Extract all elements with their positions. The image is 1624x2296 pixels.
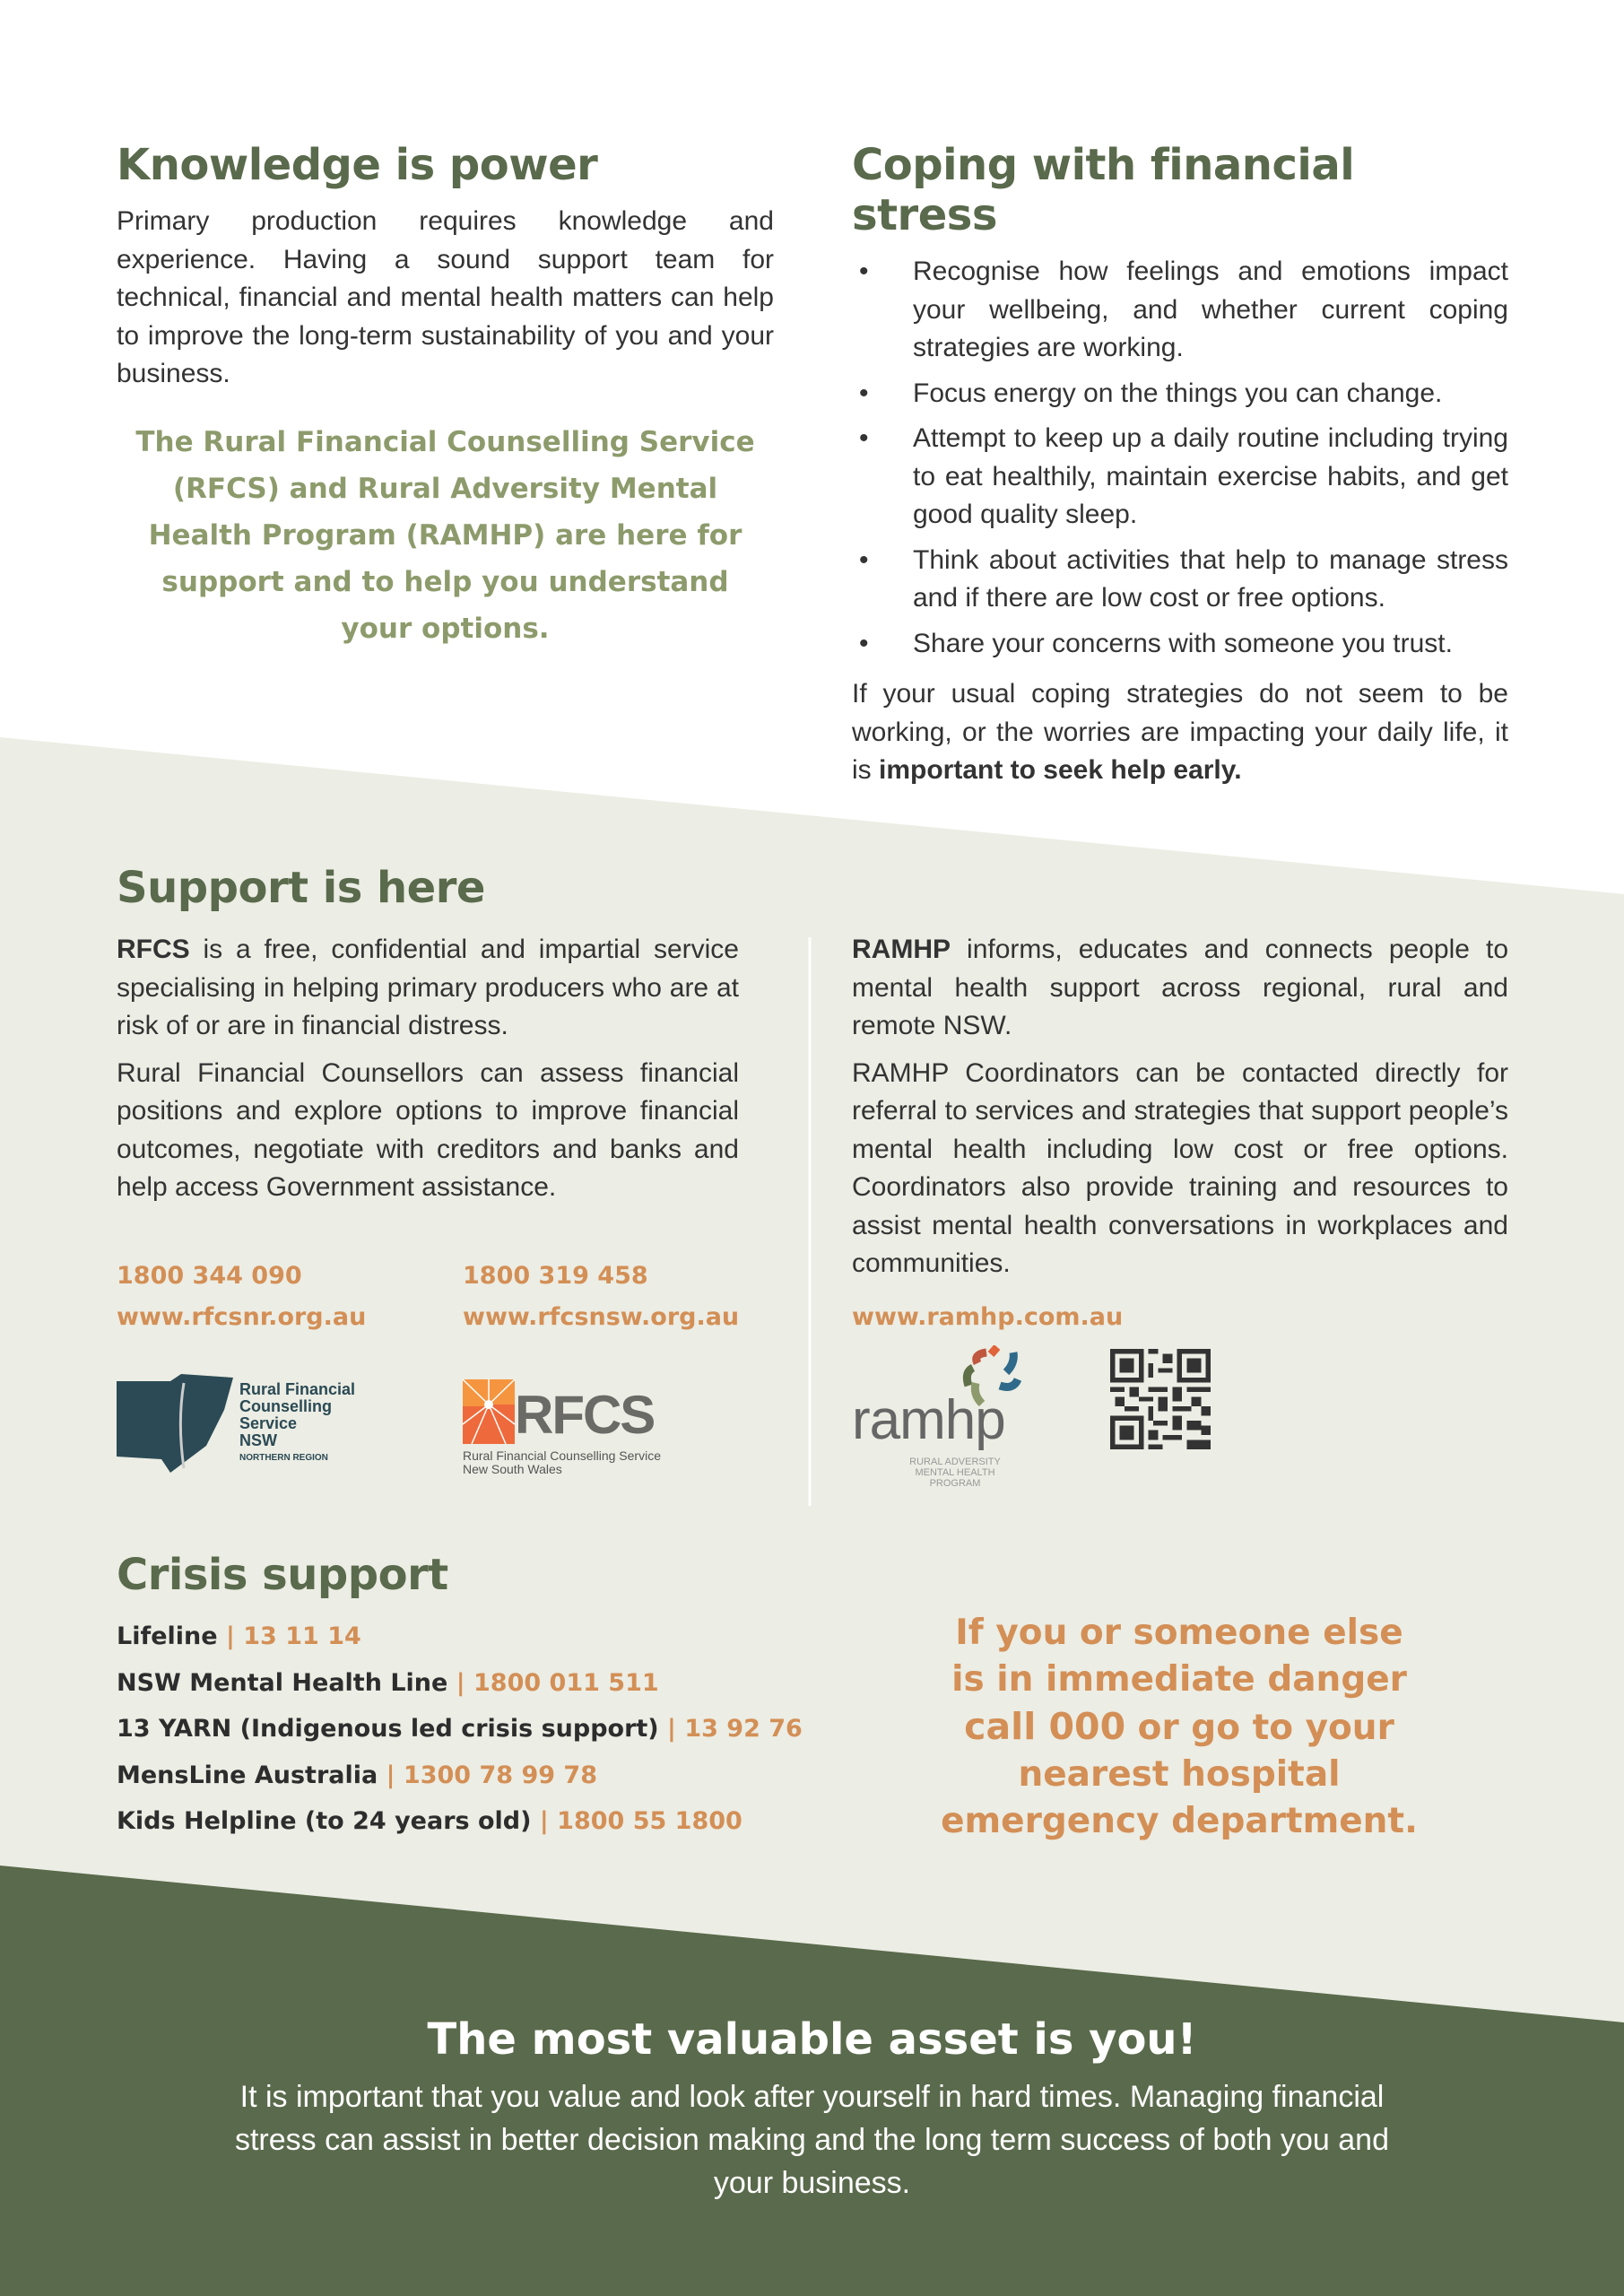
crisis-name: Kids Helpline (to 24 years old) — [117, 1807, 532, 1835]
footer-body: It is important that you value and look after yourself in hard times. Managing financial stress can assist in better decision making and the long term success of both you and your business. — [234, 2080, 1390, 2200]
crisis-list — [117, 1613, 803, 1845]
crisis-name: MensLine Australia — [117, 1761, 378, 1789]
rfcsnsw-phone[interactable]: 1800 319 458 — [463, 1262, 648, 1290]
rfcs-text: is a free, confidential and impartial service specialising in helping primary producers who are at risk of or are in financial distress. — [117, 935, 739, 1040]
rfcsnr-logo — [117, 1374, 377, 1473]
logo-text: Counselling — [239, 1397, 332, 1415]
danger-line: emergency department. — [941, 1801, 1418, 1841]
crisis-name: Lifeline — [117, 1622, 218, 1650]
ramhp-description — [852, 931, 1508, 1292]
closing-bold: important to seek help early. — [879, 755, 1242, 785]
danger-text: or go to your — [1125, 1708, 1394, 1748]
ramhp-link[interactable]: www.ramhp.com.au — [852, 1303, 1124, 1331]
logo-text: RURAL ADVERSITY — [909, 1457, 1001, 1467]
rfcsnr-contact — [117, 1256, 366, 1338]
coping-heading: Coping with financial stress — [852, 140, 1355, 240]
call-000: call 000 — [964, 1705, 1126, 1748]
logo-text: Rural Financial Counselling Service — [463, 1448, 661, 1463]
rfcs-wordmark: RFCS — [515, 1385, 655, 1445]
logo-text: MENTAL HEALTH — [915, 1467, 995, 1478]
list-item: • Recognise how feelings and emotions impact your wellbeing, and whether current coping strategies are working. — [852, 253, 1508, 368]
list-item: • Focus energy on the things you can change. — [852, 375, 1508, 413]
danger-line: If you or someone else — [955, 1613, 1403, 1653]
list-item: • Share your concerns with someone you trust. — [852, 625, 1508, 664]
nsw-map-icon — [117, 1374, 233, 1473]
danger-line — [897, 1703, 1462, 1752]
logo-text: PROGRAM — [929, 1478, 981, 1489]
crisis-number[interactable]: 1800 011 511 — [473, 1668, 659, 1697]
list-item: • Attempt to keep up a daily routine including trying to eat healthily, maintain exercise habits, and get good quality sleep. — [852, 420, 1508, 535]
crisis-number[interactable]: 13 92 76 — [684, 1715, 803, 1743]
crisis-line — [117, 1660, 803, 1707]
rfcsnsw-contact — [463, 1256, 739, 1338]
ramhp-text2: RAMHP Coordinators can be contacted directly for referral to services and strategies that support people’s mental health including low cost or free options. Coordinators also provide training and resources to assist mental health conversations in workplaces and communities. — [852, 1057, 1508, 1278]
footer-section — [233, 2014, 1391, 2205]
crisis-line — [117, 1798, 803, 1845]
rfcs-logo — [463, 1379, 696, 1478]
closing-text: If your usual coping strategies do not seem to be working, or the worries are impacting your daily life, it is — [852, 679, 1508, 785]
logo-text: NSW — [239, 1431, 277, 1449]
knowledge-section — [117, 140, 774, 652]
crisis-number[interactable]: 1800 55 1800 — [557, 1807, 743, 1835]
crisis-number[interactable]: 1300 78 99 78 — [403, 1761, 597, 1789]
crisis-line — [117, 1752, 803, 1799]
knowledge-heading: Knowledge is power — [117, 140, 598, 190]
danger-line: is in immediate danger — [951, 1659, 1407, 1700]
separator: | — [225, 1622, 235, 1650]
knowledge-highlight: The Rural Financial Counselling Service (RFCS) and Rural Adversity Mental Health Program (RAMHP) are here for support and to help you understand your options. — [135, 425, 755, 645]
footer-heading: The most valuable asset is you! — [427, 2014, 1197, 2065]
rfcs-description — [117, 931, 739, 1216]
crisis-number[interactable]: 13 11 14 — [243, 1622, 361, 1650]
coping-section — [852, 140, 1508, 790]
separator: | — [386, 1761, 395, 1789]
ramhp-text: informs, educates and connects people to mental health support across regional, rural and remote NSW. — [852, 935, 1508, 1040]
logo-text: Service — [239, 1414, 298, 1432]
logo-text: New South Wales — [463, 1462, 562, 1476]
knowledge-body: Primary production requires knowledge and experience. Having a sound support team for technical, financial and mental health matters can help to improve the long-term sustainability of you and your business. — [117, 206, 774, 388]
separator: | — [667, 1715, 676, 1743]
crisis-name: 13 YARN (Indigenous led crisis support) — [117, 1715, 659, 1743]
rfcs-bold: RFCS — [117, 935, 190, 964]
rfcsnr-link[interactable]: www.rfcsnr.org.au — [117, 1303, 367, 1331]
emergency-notice — [897, 1610, 1462, 1845]
rfcs-text2: Rural Financial Counsellors can assess financial positions and explore options to improve financial outcomes, negotiate with creditors and banks and help access Government assistance. — [117, 1057, 739, 1202]
support-heading: Support is here — [117, 863, 485, 913]
ramhp-logo — [852, 1345, 1031, 1498]
separator: | — [456, 1668, 465, 1697]
rfcsnsw-link[interactable]: www.rfcsnsw.org.au — [463, 1303, 740, 1331]
danger-line: nearest hospital — [1018, 1754, 1341, 1795]
ramhp-bold: RAMHP — [852, 935, 951, 964]
crisis-name: NSW Mental Health Line — [117, 1668, 448, 1697]
logo-text: Rural Financial — [239, 1380, 356, 1398]
crisis-line — [117, 1613, 803, 1660]
coping-closing — [852, 675, 1508, 790]
list-item: • Think about activities that help to manage stress and if there are low cost or free options. — [852, 542, 1508, 618]
logo-text: NORTHERN REGION — [239, 1453, 328, 1463]
coping-list — [852, 253, 1508, 663]
rfcsnr-phone[interactable]: 1800 344 090 — [117, 1262, 302, 1290]
qr-code[interactable] — [1110, 1349, 1211, 1449]
crisis-heading: Crisis support — [117, 1550, 448, 1600]
separator: | — [539, 1807, 549, 1835]
ramhp-wordmark: ramhp — [852, 1389, 1005, 1451]
crisis-line — [117, 1706, 803, 1752]
